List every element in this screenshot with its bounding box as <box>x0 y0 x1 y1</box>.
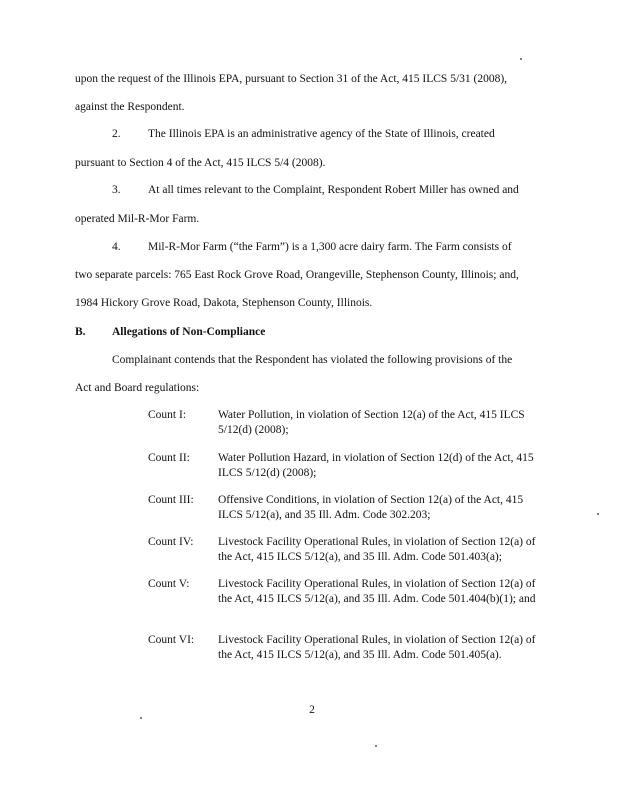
paragraph-4-line-2: two separate parcels: 765 East Rock Grove Road, Orangeville, Stephenson County, Illinois; and, <box>75 269 519 281</box>
count-label: Count I: <box>148 409 187 421</box>
paragraph-2-line-2: pursuant to Section 4 of the Act, 415 ILCS 5/4 (2008). <box>75 157 326 169</box>
paragraph-1-line-2: against the Respondent. <box>75 101 185 113</box>
paragraph-4-line-3: 1984 Hickory Grove Road, Dakota, Stephenson County, Illinois. <box>75 297 373 309</box>
paragraph-2-number: 2. <box>112 128 121 140</box>
paragraph-1-line-1: upon the request of the Illinois EPA, pursuant to Section 31 of the Act, 415 ILCS 5/31 (2008), <box>75 73 508 85</box>
page-number: 2 <box>309 704 315 716</box>
paragraph-4-line-1: Mil-R-Mor Farm (“the Farm”) is a 1,300 acre dairy farm. The Farm consists of <box>148 241 512 253</box>
scan-speck <box>597 513 599 515</box>
paragraph-3-line-2: operated Mil-R-Mor Farm. <box>75 213 200 225</box>
count-label: Count II: <box>148 452 190 464</box>
count-text: Livestock Facility Operational Rules, in violation of Section 12(a) of the Act, 415 ILCS 5/12(a), and 35 Ill. Adm. Code 501.403(a); <box>218 536 536 563</box>
paragraph-3-number: 3. <box>112 184 121 196</box>
count-text: Water Pollution Hazard, in violation of Section 12(d) of the Act, 415 ILCS 5/12(d) (2008); <box>218 452 534 479</box>
count-text: Water Pollution, in violation of Section 12(a) of the Act, 415 ILCS 5/12(d) (2008); <box>218 409 525 436</box>
count-text: Livestock Facility Operational Rules, in violation of Section 12(a) of the Act, 415 ILCS 5/12(a), and 35 Ill. Adm. Code 501.405(a). <box>218 634 536 661</box>
count-label: Count III: <box>148 494 194 506</box>
count-label: Count V: <box>148 578 190 590</box>
section-b-letter: B. <box>75 326 86 338</box>
paragraph-4-number: 4. <box>112 241 121 253</box>
count-text: Offensive Conditions, in violation of Section 12(a) of the Act, 415 ILCS 5/12(a), and 35 Ill. Adm. Code 302.203; <box>218 494 524 521</box>
section-b-intro-line-1: Complainant contends that the Respondent has violated the following provisions of the <box>112 354 513 366</box>
scan-speck <box>140 717 142 719</box>
scan-speck <box>520 58 522 60</box>
scan-speck <box>375 745 377 747</box>
paragraph-2-line-1: The Illinois EPA is an administrative agency of the State of Illinois, created <box>148 128 495 140</box>
section-b-intro-line-2: Act and Board regulations: <box>75 382 200 394</box>
count-label: Count IV: <box>148 536 194 548</box>
section-b-title: Allegations of Non-Compliance <box>112 326 266 338</box>
count-text: Livestock Facility Operational Rules, in violation of Section 12(a) of the Act, 415 ILCS 5/12(a), and 35 Ill. Adm. Code 501.404(b)(1); and <box>218 578 536 605</box>
count-label: Count VI: <box>148 634 195 646</box>
paragraph-3-line-1: At all times relevant to the Complaint, Respondent Robert Miller has owned and <box>148 184 519 196</box>
